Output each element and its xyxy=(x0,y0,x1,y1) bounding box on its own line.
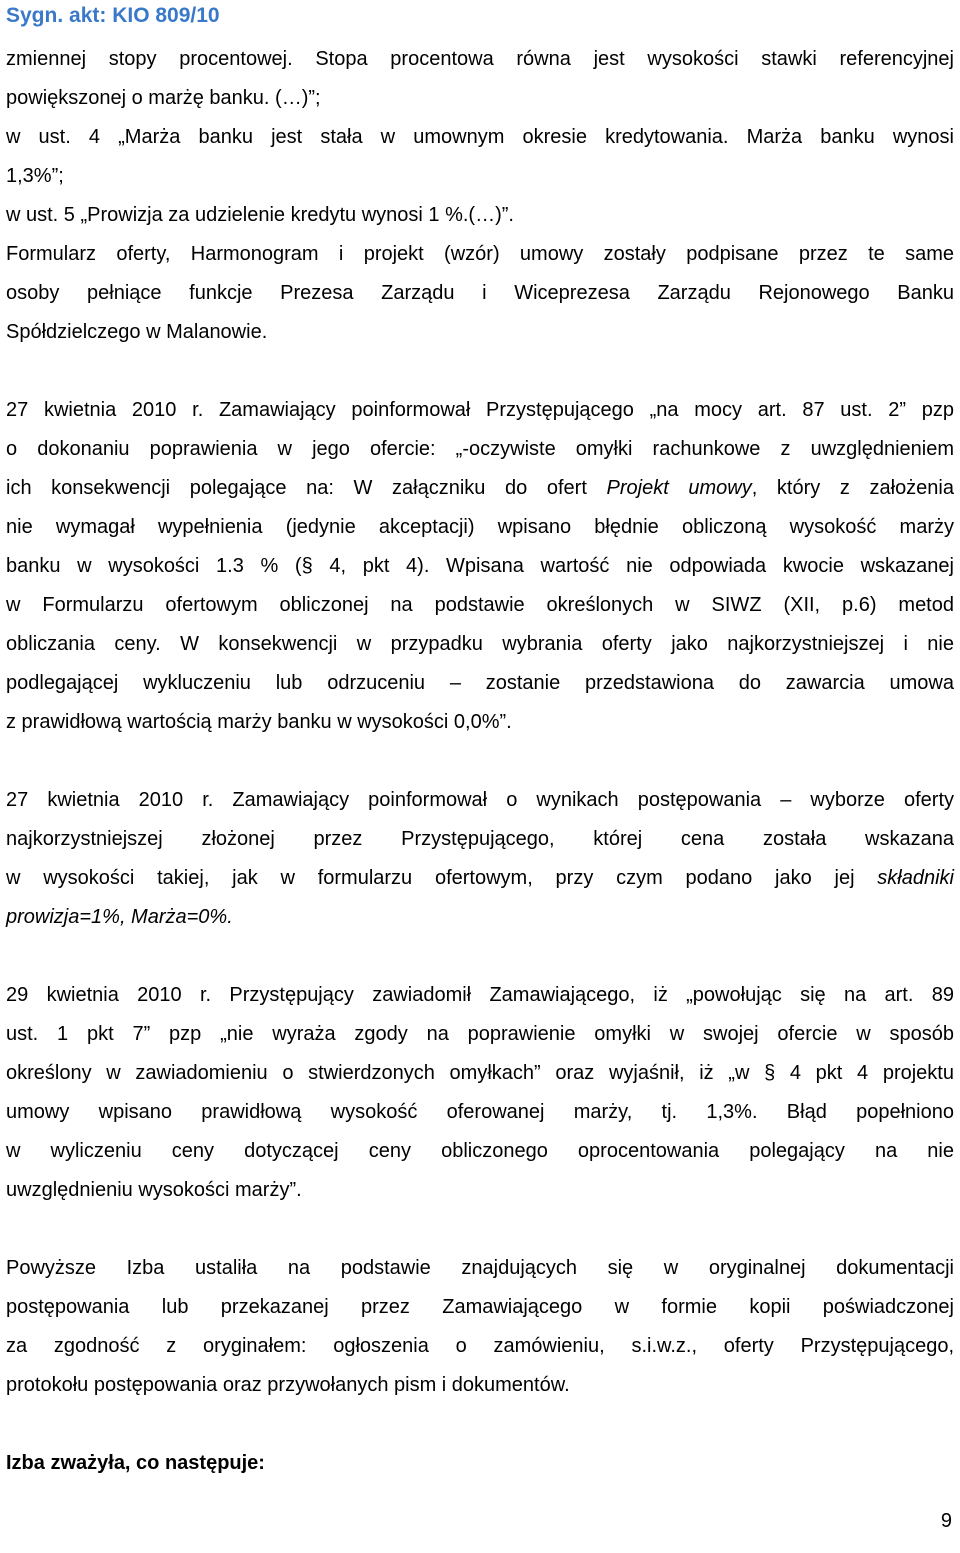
text-line: banku w wysokości 1.3 % (§ 4, pkt 4). Wpisana wartość nie odpowiada kwocie wskazanej xyxy=(6,555,954,577)
paragraph-formularz xyxy=(6,235,954,352)
text-line: za zgodność z oryginałem: ogłoszenia o zamówieniu, s.i.w.z., oferty Przystępującego, xyxy=(6,1335,954,1357)
document-body xyxy=(6,40,954,1483)
text-line: 1,3%”; xyxy=(6,165,64,187)
text-line: o dokonaniu poprawienia w jego ofercie: „-oczywiste omyłki rachunkowe z uwzględnieniem xyxy=(6,438,954,460)
text-line: 27 kwietnia 2010 r. Zamawiający poinformował o wynikach postępowania – wyborze oferty xyxy=(6,789,954,811)
text-run: , który z założenia xyxy=(751,477,954,499)
page-number: 9 xyxy=(940,1510,952,1532)
text-line: zmiennej stopy procentowej. Stopa procentowa równa jest wysokości stawki referencyjnej xyxy=(6,48,954,70)
text-line: obliczania ceny. W konsekwencji w przypadku wybrania oferty jako najkorzystniejszej i nie xyxy=(6,633,954,655)
case-reference-header: Sygn. akt: KIO 809/10 xyxy=(6,4,220,27)
paragraph-gap xyxy=(6,1405,954,1444)
text-line: Powyższe Izba ustaliła na podstawie znajdujących się w oryginalnej dokumentacji xyxy=(6,1257,954,1279)
text-line: 27 kwietnia 2010 r. Zamawiający poinformował Przystępującego „na mocy art. 87 ust. 2” pzp xyxy=(6,399,954,421)
section-heading: Izba zważyła, co następuje: xyxy=(6,1452,265,1474)
text-line: postępowania lub przekazanej przez Zamawiającego w formie kopii poświadczonej xyxy=(6,1296,954,1318)
italic-term: Projekt umowy xyxy=(606,477,752,499)
text-line: Formularz oferty, Harmonogram i projekt (wzór) umowy zostały podpisane przez te same xyxy=(6,243,954,265)
text-line: osoby pełniące funkcje Prezesa Zarządu i Wiceprezesa Zarządu Rejonowego Banku xyxy=(6,282,954,304)
text-line: umowy wpisano prawidłową wysokość oferowanej marży, tj. 1,3%. Błąd popełniono xyxy=(6,1101,954,1123)
paragraph-ustalenia xyxy=(6,1249,954,1405)
text-line xyxy=(6,469,954,508)
text-line: określony w zawiadomieniu o stwierdzonych omyłkach” oraz wyjaśnił, iż „w § 4 pkt 4 projektu xyxy=(6,1062,954,1084)
text-line: protokołu postępowania oraz przywołanych pism i dokumentów. xyxy=(6,1374,570,1396)
paragraph-27-kwietnia-wybor xyxy=(6,781,954,937)
text-run: w wysokości takiej, jak w formularzu ofertowym, przy czym podano jako jej xyxy=(6,867,878,889)
italic-term: składniki xyxy=(877,867,954,889)
text-line: w ust. 5 „Prowizja za udzielenie kredytu wynosi 1 %.(…)”. xyxy=(6,204,514,226)
text-line: w Formularzu ofertowym obliczonej na podstawie określonych w SIWZ (XII, p.6) metod xyxy=(6,594,954,616)
text-line: z prawidłową wartością marży banku w wysokości 0,0%”. xyxy=(6,711,512,733)
paragraph-gap xyxy=(6,742,954,781)
text-line: Spółdzielczego w Malanowie. xyxy=(6,321,268,343)
paragraph-gap xyxy=(6,352,954,391)
paragraph-gap xyxy=(6,937,954,976)
text-line: prowizja=1%, Marża=0%. xyxy=(6,906,233,928)
text-line: powiększonej o marżę banku. (…)”; xyxy=(6,87,321,109)
paragraph-29-kwietnia xyxy=(6,976,954,1210)
text-line: w wyliczeniu ceny dotyczącej ceny obliczonego oprocentowania polegający na nie xyxy=(6,1140,954,1162)
text-line: nie wymagał wypełnienia (jedynie akceptacji) wpisano błędnie obliczoną wysokość marży xyxy=(6,516,954,538)
paragraph-quoted-clauses xyxy=(6,40,954,235)
text-line: 29 kwietnia 2010 r. Przystępujący zawiadomił Zamawiającego, iż „powołując się na art. 89 xyxy=(6,984,954,1006)
text-line: w ust. 4 „Marża banku jest stała w umownym okresie kredytowania. Marża banku wynosi xyxy=(6,126,954,148)
text-line xyxy=(6,859,954,898)
text-line: najkorzystniejszej złożonej przez Przystępującego, której cena została wskazana xyxy=(6,828,954,850)
text-run: ich konsekwencji polegające na: W załączniku do ofert xyxy=(6,477,607,499)
paragraph-27-kwietnia-poprawienie xyxy=(6,391,954,742)
paragraph-gap xyxy=(6,1210,954,1249)
text-line: podlegającej wykluczeniu lub odrzuceniu – zostanie przedstawiona do zawarcia umowa xyxy=(6,672,954,694)
text-line: ust. 1 pkt 7” pzp „nie wyraża zgody na poprawienie omyłki w swojej ofercie w sposób xyxy=(6,1023,954,1045)
text-line: uwzględnieniu wysokości marży”. xyxy=(6,1179,302,1201)
